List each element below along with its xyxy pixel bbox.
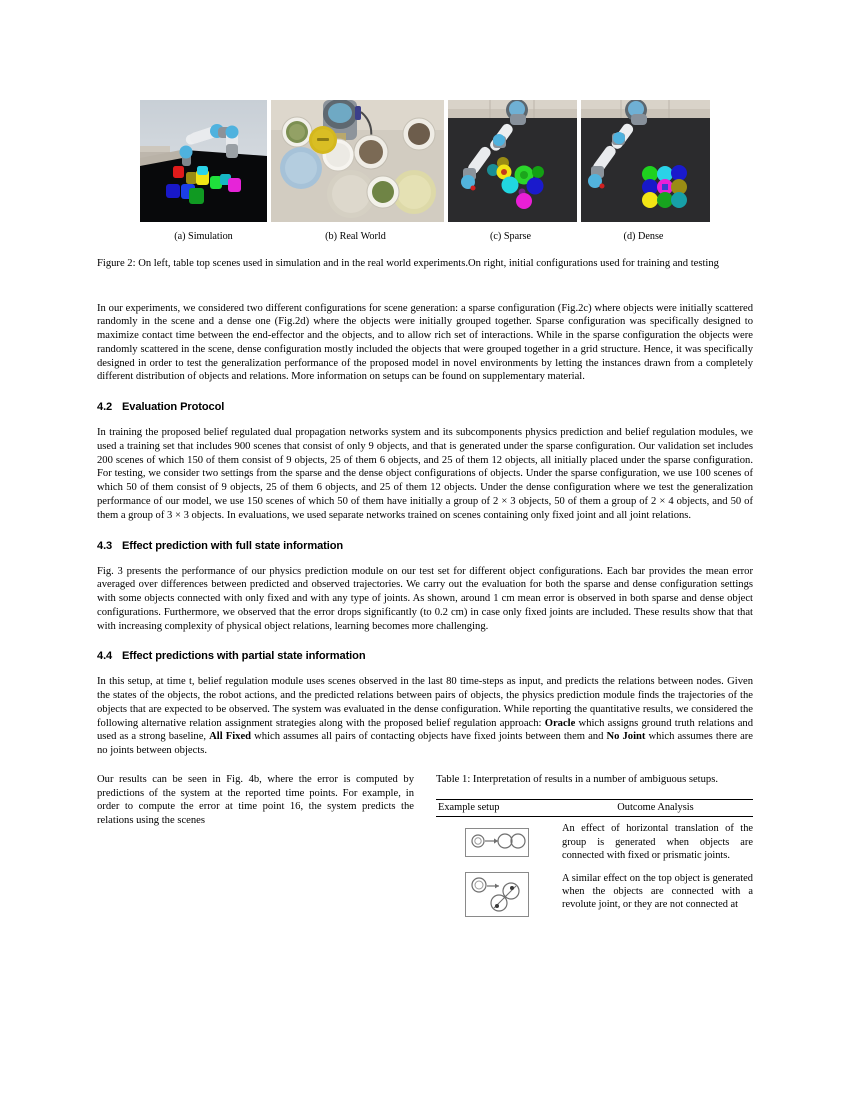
paragraph-effect-prediction-full: Fig. 3 presents the performance of our physics prediction module on our test set for different object configurations. Each bar provides the mean error averaged over differences between predicted and observed trajectories. We carry out the evaluation for both the sparse and dense configuration settings with some objects connected with only fixed and with any type of joints. As shown, around 1 cm mean error is observed in both sparse and dense object configurations. Furthermore, we observed that the error drops significantly (to 0.2 cm) in case only fixed joints are included. These results show that that with increasing complexity of physical object relations, learning becomes more challenging. bbox=[97, 565, 753, 632]
term-oracle: Oracle bbox=[544, 717, 576, 729]
figure-panel-dense bbox=[581, 100, 710, 222]
table-cell-diagram-revolute bbox=[436, 867, 558, 922]
heading-4-2 bbox=[97, 401, 753, 413]
figure-panel-simulation bbox=[140, 100, 267, 222]
text-partial-mid-2: which assumes all pairs of contacting objects have fixed joints between them and bbox=[251, 731, 607, 743]
figure-2-panels bbox=[140, 100, 710, 222]
table-header-row bbox=[436, 800, 753, 817]
heading-4-4-number: 4.4 bbox=[97, 650, 113, 663]
right-column bbox=[436, 773, 753, 922]
table-row bbox=[436, 867, 753, 922]
text-eval-mid-1: 3 objects, 50 of them a group of 2 bbox=[507, 495, 660, 507]
text-eval-mid-2: 4 objects, and 50 of them a group of 3 bbox=[97, 495, 753, 521]
table-cell-outcome-fixed-prismatic: An effect of horizontal translation of the group is generated when objects are connected with fixed or prismatic joints. bbox=[562, 823, 753, 861]
table-row bbox=[436, 817, 753, 867]
math-times-2: × bbox=[659, 495, 666, 507]
figure-subcaptions bbox=[140, 231, 710, 242]
math-times-3: × bbox=[174, 509, 181, 521]
page-content bbox=[97, 100, 753, 922]
subcaption-real-world: (b) Real World bbox=[325, 231, 386, 242]
heading-4-2-number: 4.2 bbox=[97, 401, 113, 414]
table-header-example-setup: Example setup bbox=[436, 800, 558, 817]
subcaption-simulation: (a) Simulation bbox=[174, 231, 233, 242]
text-partial-start: In this setup, at time t, belief regulation module uses scenes observed in the last 80 time-steps as input, and predicts the relations between nodes. Given the states of the objects, the robot actions, and the predicted relations between pairs of objects, the physics prediction module finds the trajectories of the objects that are expected to be observed. The system was evaluated in the dense configuration. While reporting the quantitative results, we considered the following alternative relation assignment strategies along with the proposed belief regulation approach: bbox=[97, 676, 753, 729]
text-partial-mid-1: which assigns ground truth relations and used as a strong baseline, bbox=[97, 717, 754, 743]
term-all-fixed: All Fixed bbox=[209, 731, 252, 743]
figure-panel-real-world bbox=[271, 100, 444, 222]
table-header-outcome-analysis: Outcome Analysis bbox=[558, 800, 753, 817]
diagram-revolute-joint-icon bbox=[465, 872, 529, 917]
heading-4-3-title: Effect prediction with full state information bbox=[122, 539, 344, 552]
heading-4-2-title: Evaluation Protocol bbox=[122, 401, 225, 414]
table-1 bbox=[436, 799, 753, 922]
paragraph-results-continued: Our results can be seen in Fig. 4b, where the error is computed by predictions of the system at the reported time points. For example, in order to compute the error at time point 16, the system predicts the relations using the scenes bbox=[97, 773, 414, 827]
paragraph-effect-prediction-partial bbox=[97, 675, 753, 758]
heading-4-4 bbox=[97, 650, 753, 662]
math-times-1: × bbox=[501, 495, 508, 507]
text-partial-end: which assumes there are no joints between objects. bbox=[97, 731, 754, 757]
table-cell-outcome-revolute: A similar effect on the top object is generated when the objects are connected with a revolute joint, or they are not connected at bbox=[562, 873, 753, 911]
heading-4-3-number: 4.3 bbox=[97, 539, 113, 552]
bottom-two-column-region bbox=[97, 773, 753, 922]
table-1-caption: Table 1: Interpretation of results in a number of ambiguous setups. bbox=[436, 773, 718, 785]
table-cell-diagram-fixed-prismatic bbox=[436, 817, 558, 867]
left-column bbox=[97, 773, 414, 922]
paragraph-configurations: In our experiments, we considered two different configurations for scene generation: a sparse configuration (Fig.2c) where objects were initially scattered randomly in the scene and a dense one (Fig.2d) where the objects were initially grouped together. Sparse configuration was specifically designed to maximize contact time between the end-effector and the objects, and to allow rich set of interactions. While in the sparse configuration the objects were randomly scattered in the scene, dense configuration mostly included the objects that were grouped together in a grid structure. Hence, it was specifically designed in order to test the generalization performance of the proposed model in novel environments by letting the instances drawn from a completely different distribution of objects and relations. More information on setups can be found on supplementary material. bbox=[97, 302, 753, 383]
term-no-joint: No Joint bbox=[606, 731, 646, 743]
subcaption-dense: (d) Dense bbox=[623, 231, 664, 242]
text-eval-end: 3 objects. In evaluations, we used separate networks trained on scenes containing only fixed joint and all joint relations. bbox=[180, 509, 692, 521]
subcaption-sparse: (c) Sparse bbox=[489, 231, 531, 242]
figure-panel-sparse bbox=[448, 100, 577, 222]
heading-4-3 bbox=[97, 540, 753, 552]
diagram-horizontal-translation-icon bbox=[465, 828, 529, 857]
paragraph-evaluation-protocol bbox=[97, 426, 753, 522]
figure-2-caption: Figure 2: On left, table top scenes used in simulation and in the real world experiments.On right, initial configurations used for training and testing bbox=[97, 258, 719, 269]
text-eval-start: In training the proposed belief regulated dual propagation networks system and its subcomponents physics prediction and belief regulation modules, we used a training set that includes 900 scenes that consist of only 9 objects, and that is generated under the sparse configuration. Our validation set includes 200 scenes of which 150 of them consist of 9 objects, 25 of them 6 objects, and 25 of them 12 objects, all initially placed under the sparse configuration. For testing, we consider two settings from the sparse and the dense object configurations of objects. Under the sparse configuration, we use 100 scenes of which 50 of them consist of 9 objects, 25 of them 6 objects, and 25 of them 12 objects. Under the dense configuration where we test the generalization performance of our model, we use 150 scenes of which 50 of them have initially a group of 2 bbox=[97, 427, 753, 507]
heading-4-4-title: Effect predictions with partial state information bbox=[122, 650, 366, 663]
